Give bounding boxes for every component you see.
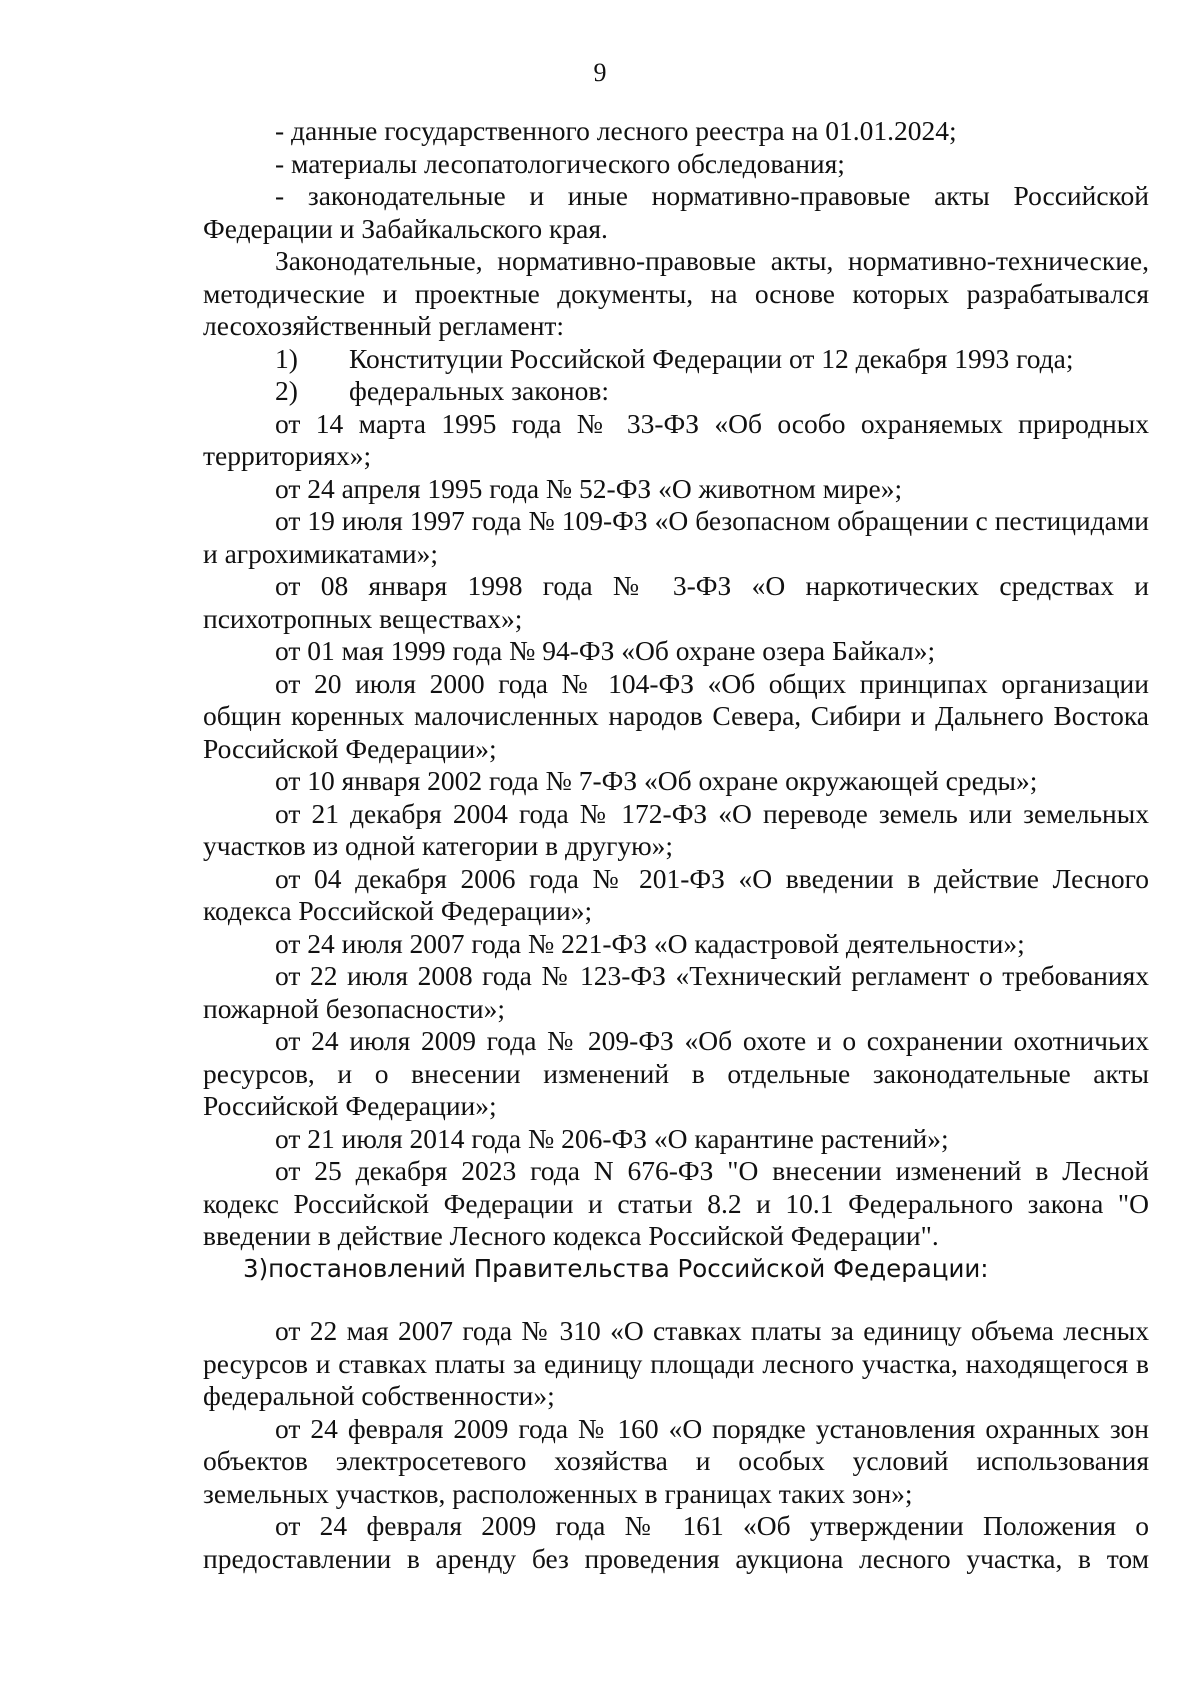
resolution-item: от 22 мая 2007 года № 310 «О ставках платы за единицу объема лесных ресурсов и ставках платы за единицу площади лесного участка, находящегося в федеральной собственности»; (203, 1315, 1149, 1411)
list-item-1 (203, 343, 1149, 376)
law-item: от 24 апреля 1995 года № 52-ФЗ «О животном мире»; (275, 472, 903, 504)
law-item: от 08 января 1998 года № 3-ФЗ «О наркотических средствах и психотропных веществах»; (203, 570, 1149, 634)
list-number: 1) (275, 342, 298, 374)
law-item: от 21 декабря 2004 года № 172-ФЗ «О переводе земель или земельных участков из одной категории в другую»; (203, 797, 1149, 861)
list-item-2 (203, 375, 1149, 408)
law-item: от 01 мая 1999 года № 94-ФЗ «Об охране озера Байкал»; (275, 635, 936, 666)
law-item: от 24 июля 2009 года № 209-ФЗ «Об охоте и о сохранении охотничьих ресурсов, и о внесении изменений в отдельные законодательные акты Российской Федерации»; (203, 1025, 1149, 1121)
resolution-item: от 24 февраля 2009 года № 161 «Об утверждении Положения о предоставлении в аренду без проведения аукциона лесного участка, в том (203, 1510, 1149, 1574)
law-item: от 10 января 2002 года № 7-ФЗ «Об охране окружающей среды»; (275, 765, 1038, 796)
list-text: федеральных законов: (349, 375, 610, 406)
list-number: 2) (275, 375, 298, 406)
document-body (203, 115, 1149, 1575)
page-number: 9 (593, 58, 607, 87)
paragraph-legal-acts: - законодательные и иные нормативно-правовые акты Российской Федерации и Забайкальского края. (203, 180, 1149, 244)
law-item: от 25 декабря 2023 года N 676-ФЗ "О внесении изменений в Лесной кодекс Российской Федерации и статьи 8.2 и 10.1 Федерального закона "О введении в действие Лесного кодекса Российской Федерации". (203, 1155, 1149, 1251)
law-item: от 04 декабря 2006 года № 201-ФЗ «О введении в действие Лесного кодекса Российской Федерации»; (203, 862, 1149, 926)
law-item: от 22 июля 2008 года № 123-ФЗ «Технический регламент о требованиях пожарной безопасности»; (203, 960, 1149, 1024)
paragraph-forest-registry: - данные государственного лесного реестра на 01.01.2024; (275, 115, 957, 146)
list-text: Конституции Российской Федерации от 12 декабря 1993 года; (349, 342, 1074, 374)
paragraph-pathology-materials: - материалы лесопатологического обследования; (275, 147, 845, 179)
law-item: от 24 июля 2007 года № 221-ФЗ «О кадастровой деятельности»; (275, 927, 1025, 959)
law-item: от 14 марта 1995 года № 33-ФЗ «Об особо охраняемых природных территориях»; (203, 407, 1149, 471)
law-item: от 20 июля 2000 года № 104-ФЗ «Об общих принципах организации общин коренных малочисленных народов Севера, Сибири и Дальнего Востока Российской Федерации»; (203, 667, 1149, 764)
list-item-3: 3)постановлений Правительства Российской Федерации: (243, 1253, 989, 1283)
paragraph-basis-documents: Законодательные, нормативно-правовые акты, нормативно-технические, методические и проектные документы, на основе которых разрабатывался лесохозяйственный регламент: (203, 245, 1149, 341)
law-item: от 19 июля 1997 года № 109-ФЗ «О безопасном обращении с пестицидами и агрохимикатами»; (203, 505, 1149, 569)
spacer (203, 1285, 1149, 1315)
law-item: от 21 июля 2014 года № 206-ФЗ «О карантине растений»; (275, 1122, 949, 1154)
resolution-item: от 24 февраля 2009 года № 160 «О порядке установления охранных зон объектов электросетевого хозяйства и особых условий использования земельных участков, расположенных в границах таких зон»; (203, 1412, 1149, 1509)
